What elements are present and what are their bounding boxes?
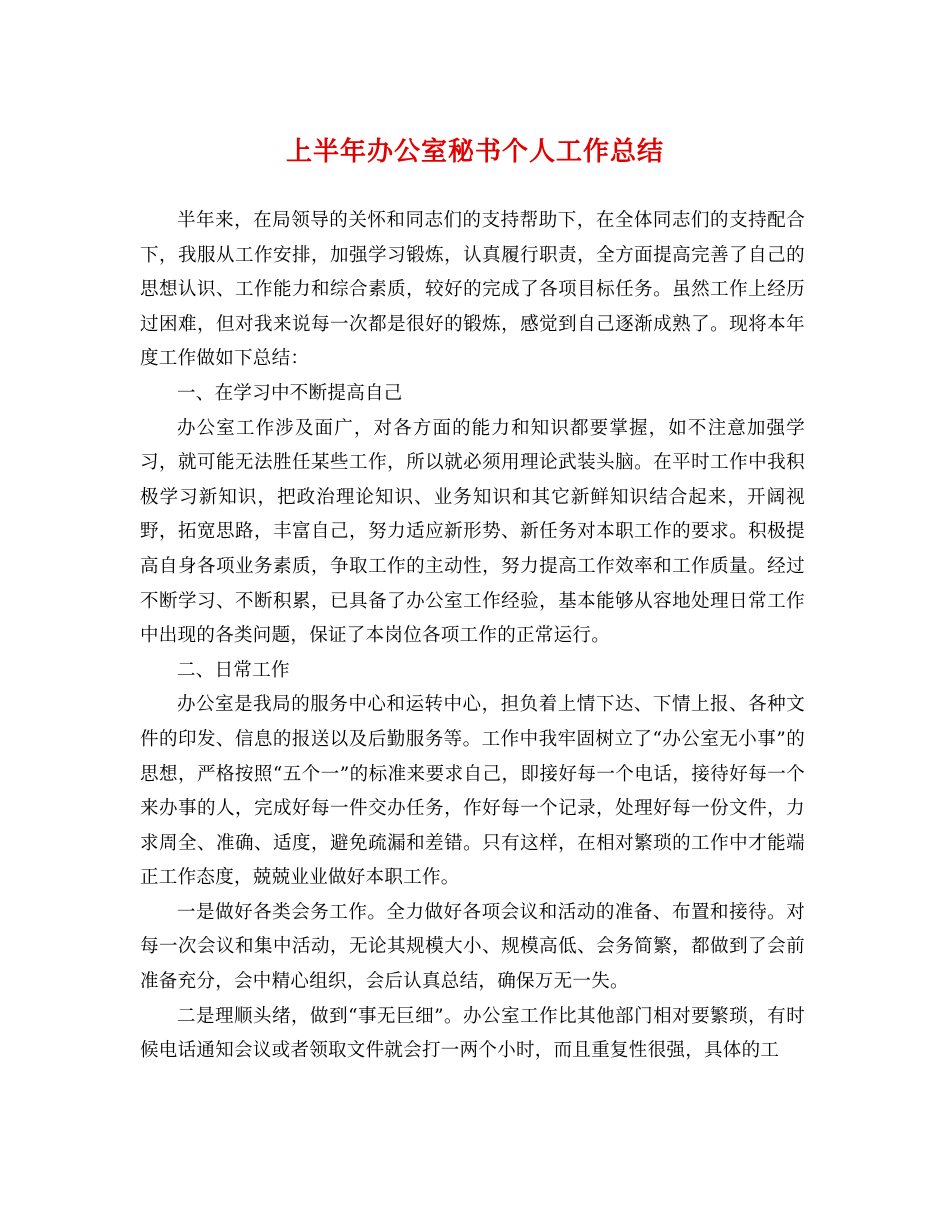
section-heading-study: 一、在学习中不断提高自己 bbox=[177, 382, 403, 404]
paragraph-study: 办公室工作涉及面广，对各方面的能力和知识都要掌握，如不注意加强学习，就可能无法胜任某些工作，所以就必须用理论武装头脑。在平时工作中我积极学习新知识，把政治理论知识、业务知识和其它新鲜知识结合起来，开阔视野，拓宽思路，丰富自己，努力适应新形势、新任务对本职工作的要求。积极提高自身各项业务素质，争取工作的主动性，努力提高工作效率和工作质量。经过不断学习、不断积累，已具备了办公室工作经验，基本能够从容地处理日常工作中出现的各类问题，保证了本岗位各项工作的正常运行。 bbox=[140, 417, 805, 647]
paragraph-daily-work: 办公室是我局的服务中心和运转中心，担负着上情下达、下情上报、各种文件的印发、信息的报送以及后勤服务等。工作中我牢固树立了“办公室无小事”的思想，严格按照“五个一”的标准来要求自己，即接好每一个电话，接待好每一个来办事的人，完成好每一件交办任务，作好每一个记录，处理好每一份文件，力求周全、准确、适度，避免疏漏和差错。只有这样，在相对繁琐的工作中才能端正工作态度，兢兢业业做好本职工作。 bbox=[140, 694, 805, 889]
section-heading-daily-work: 二、日常工作 bbox=[177, 659, 290, 681]
paragraph-meetings: 一是做好各类会务工作。全力做好各项会议和活动的准备、布置和接待。对每一次会议和集中活动，无论其规模大小、规模高低、会务简繁，都做到了会前准备充分，会中精心组织，会后认真总结，确保万无一失。 bbox=[140, 901, 805, 993]
paragraph-details: 二是理顺头绪，做到“事无巨细”。办公室工作比其他部门相对要繁琐，有时候电话通知会议或者领取文件就会打一两个小时，而且重复性很强，具体的工 bbox=[140, 1005, 805, 1062]
document-body bbox=[140, 204, 805, 1069]
document-title: 上半年办公室秘书个人工作总结 bbox=[285, 137, 664, 167]
paragraph-intro: 半年来，在局领导的关怀和同志们的支持帮助下，在全体同志们的支持配合下，我服从工作安排，加强学习锻炼，认真履行职责，全方面提高完善了自己的思想认识、工作能力和综合素质，较好的完成了各项目标任务。虽然工作上经历过困难，但对我来说每一次都是很好的锻炼，感觉到自己逐渐成熟了。现将本年度工作做如下总结： bbox=[140, 210, 805, 370]
